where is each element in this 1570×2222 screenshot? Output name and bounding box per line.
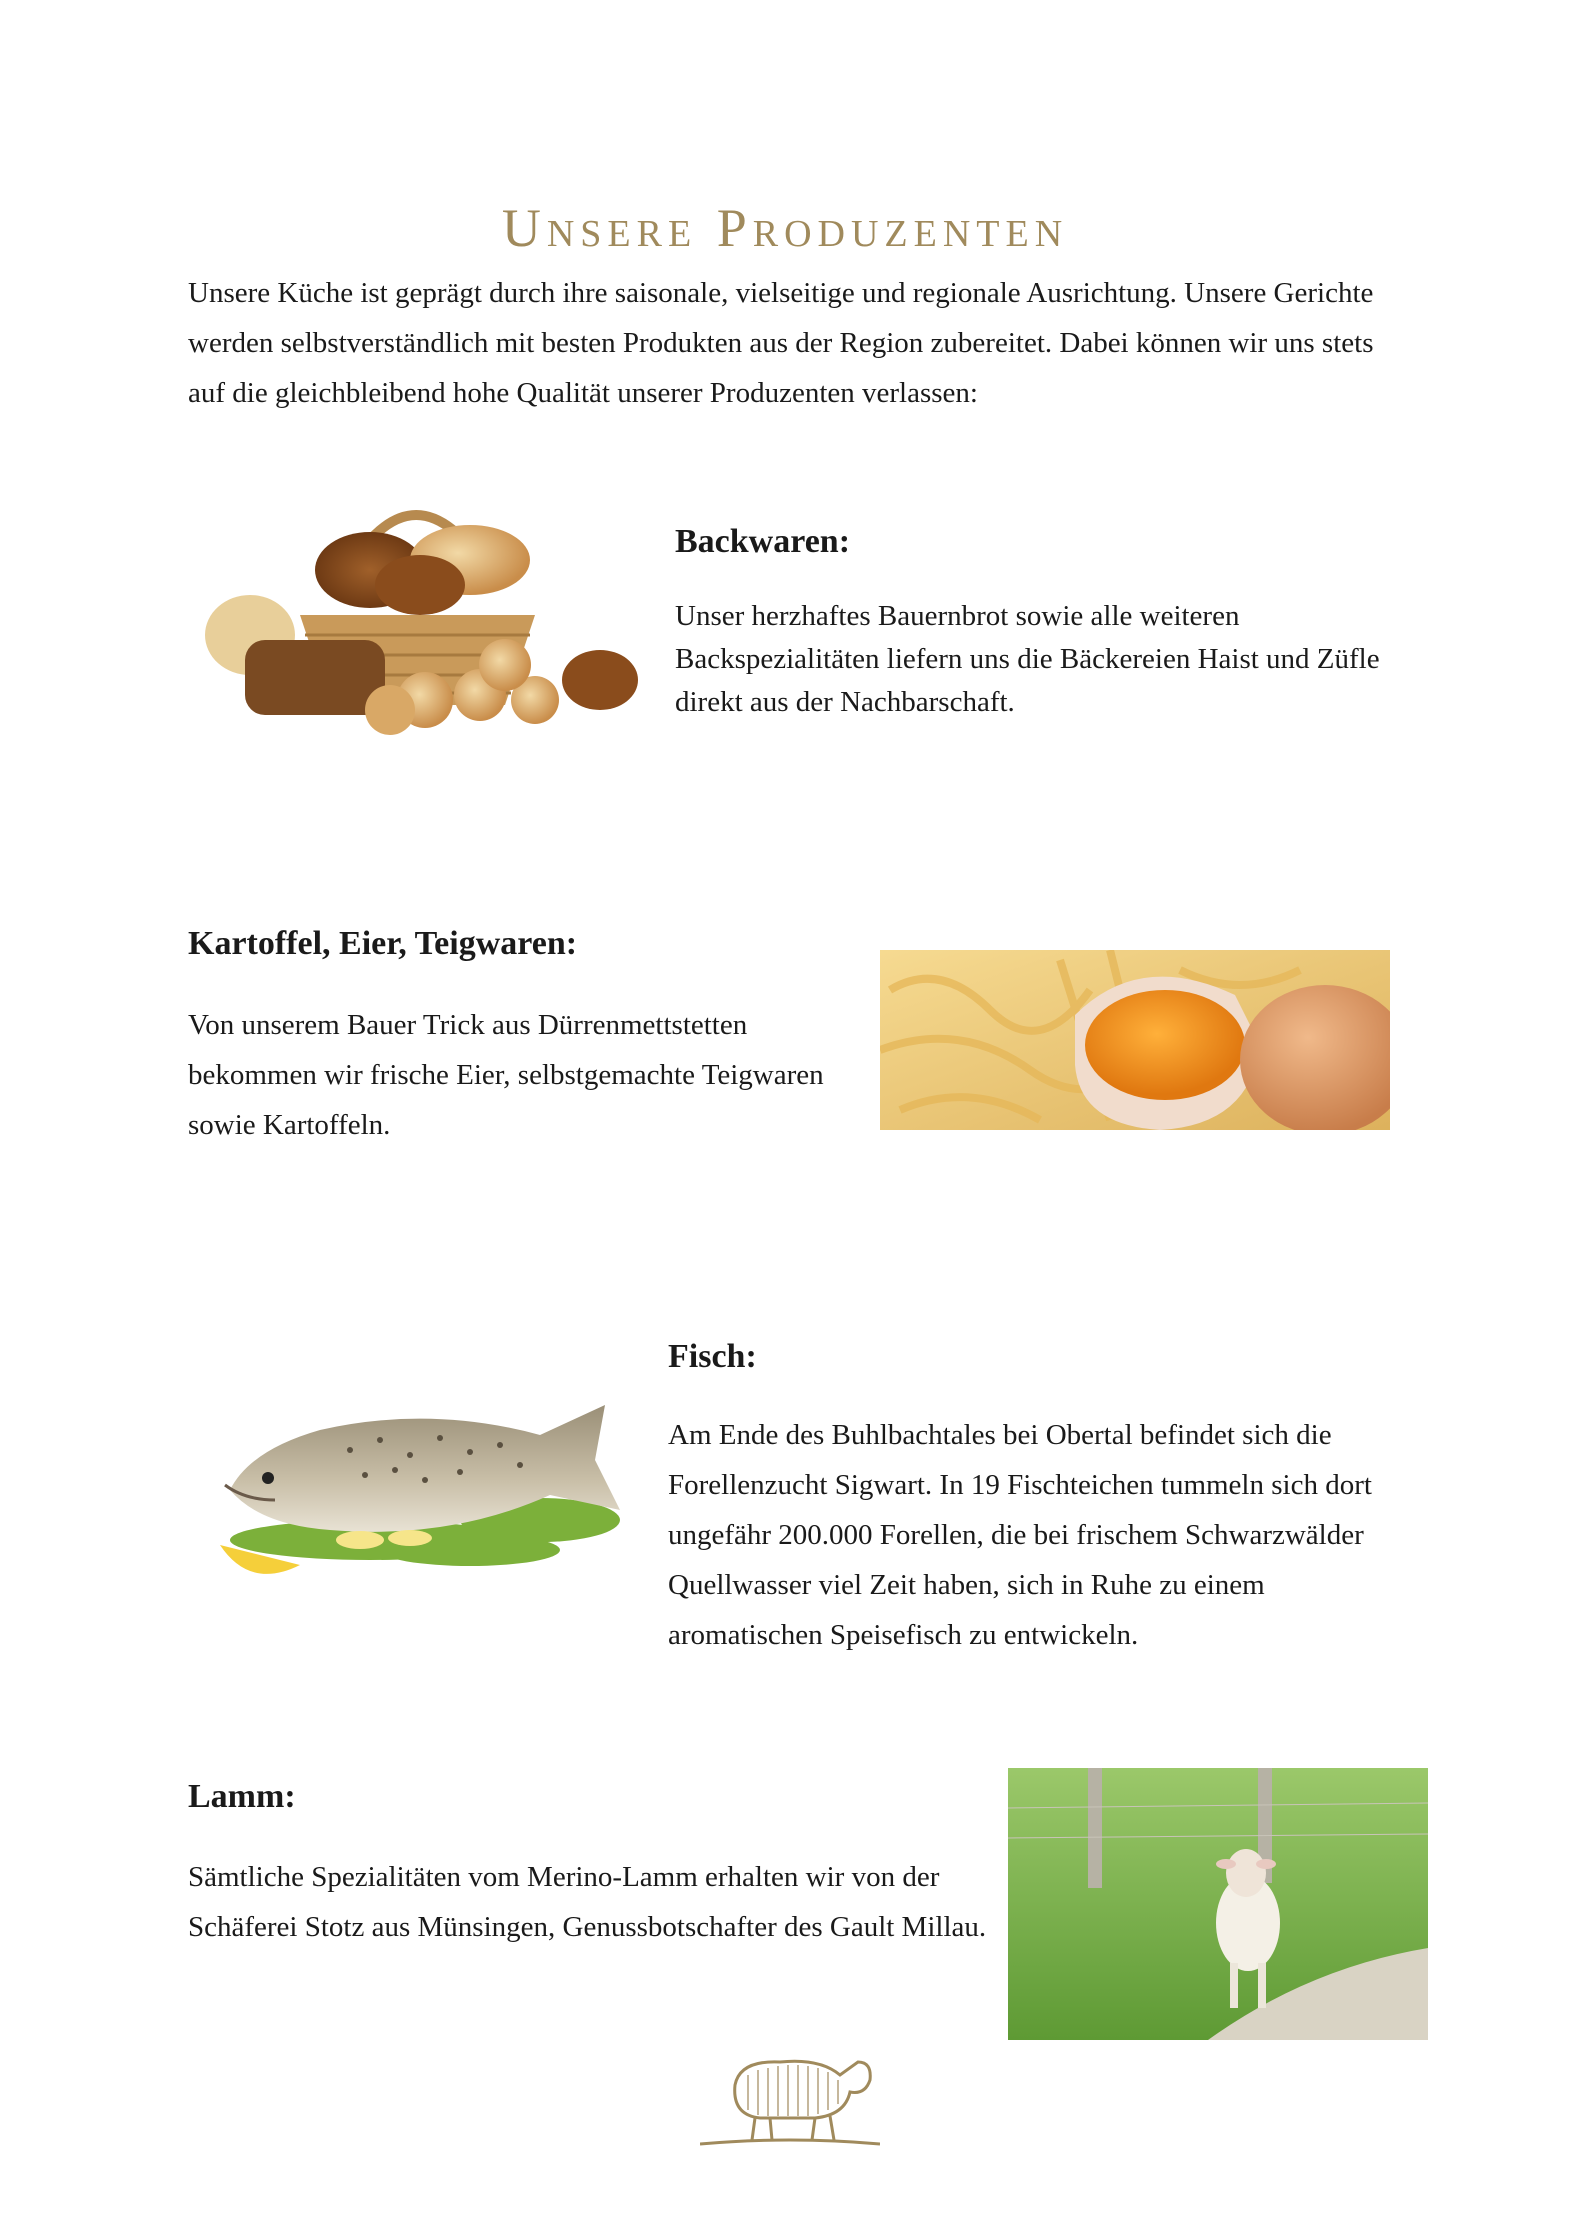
page-title: Unsere Produzenten: [501, 198, 1069, 258]
backwaren-heading: Backwaren:: [675, 523, 851, 560]
sheep-logo-icon: [700, 2040, 880, 2150]
kartoffel-text: Von unserem Bauer Trick aus Dürrenmettstetten bekommen wir frische Eier, selbstgemachte Teigwaren sowie Kartoffeln.: [188, 1009, 824, 1141]
intro-paragraph: Unsere Küche ist geprägt durch ihre saisonale, vielseitige und regionale Ausrichtung. Unsere Gerichte werden selbstverständlich mit besten Produkten aus der Region zubereitet. Dabei können wir uns stets auf die gleichbleibend hohe Qualität unserer Produzenten verlassen:: [188, 277, 1374, 409]
kartoffel-heading: Kartoffel, Eier, Teigwaren:: [188, 925, 578, 962]
backwaren-text: Unser herzhaftes Bauernbrot sowie alle weiteren Backspezialitäten liefern uns die Bäckereien Haist und Züfle direkt aus der Nachbarschaft.: [675, 600, 1380, 718]
trout-image: [210, 1360, 640, 1630]
pasta-egg-image: [880, 950, 1390, 1130]
lamb-image: [1008, 1768, 1428, 2040]
fisch-heading: Fisch:: [668, 1338, 757, 1375]
fisch-text: Am Ende des Buhlbachtales bei Obertal befindet sich die Forellenzucht Sigwart. In 19 Fischteichen tummeln sich dort ungefähr 200.000 Forellen, die bei frischem Schwarzwälder Quellwasser viel Zeit haben, sich in Ruhe zu einem aromatischen Speisefisch zu entwickeln.: [668, 1419, 1372, 1651]
lamm-heading: Lamm:: [188, 1778, 296, 1815]
lamm-text: Sämtliche Spezialitäten vom Merino-Lamm erhalten wir von der Schäferei Stotz aus Münsingen, Genussbotschafter des Gault Millau.: [188, 1861, 987, 1943]
bread-basket-image: [205, 465, 645, 745]
